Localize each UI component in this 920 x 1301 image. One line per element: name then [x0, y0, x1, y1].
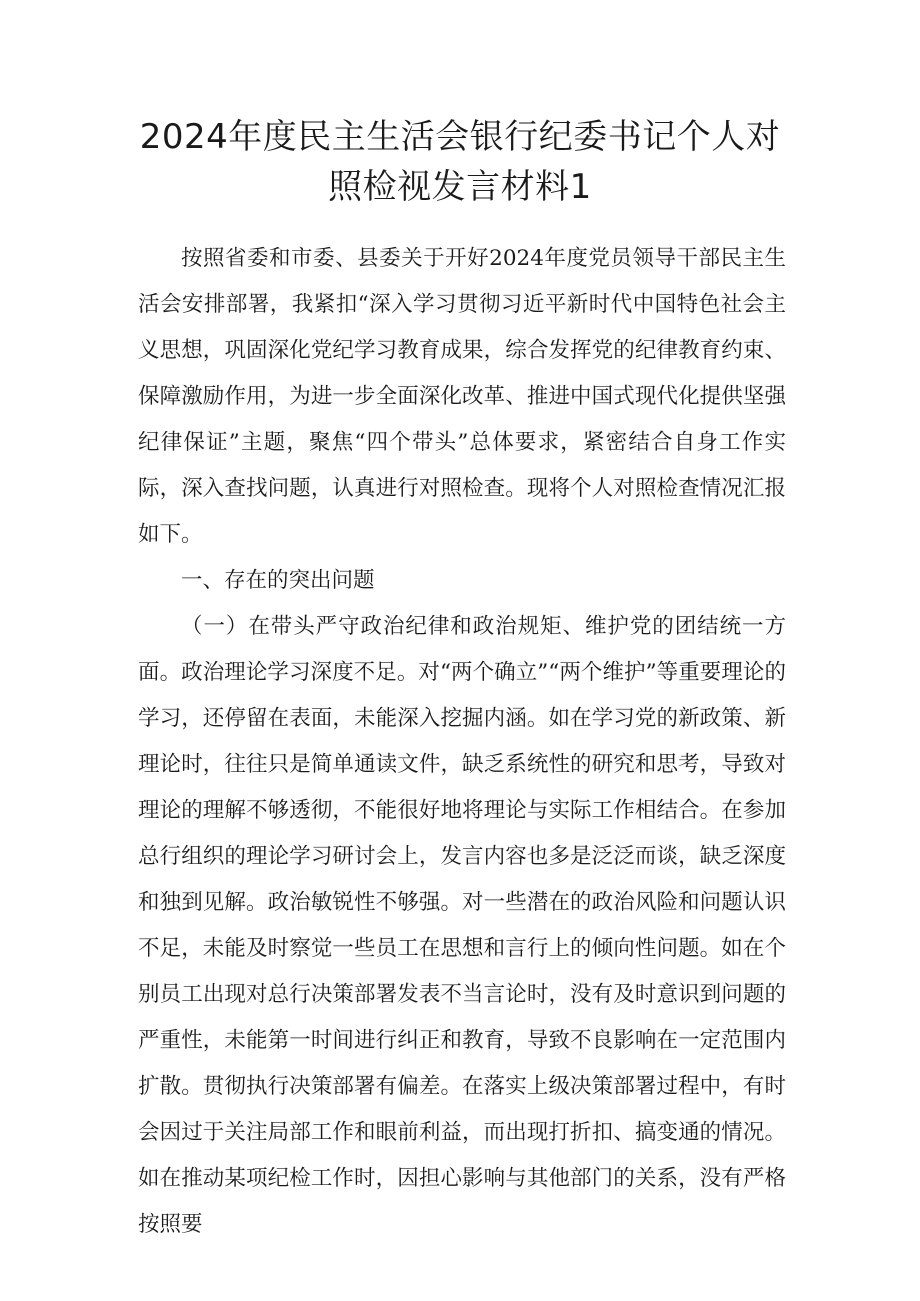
title-line-1: 2024年度民主生活会银行纪委书记个人对 — [139, 117, 781, 157]
section-1-paragraph-1: （一）在带头严守政治纪律和政治规矩、维护党的团结统一方面。政治理论学习深度不足。对“两个确立”“两个维护”等重要理论的学习，还停留在表面，未能深入挖掘内涵。如在学习党的新政策、新理论时，往往只是简单通读文件，缺乏系统性的研究和思考，导致对理论的理解不够透彻，不能很好地将理论与实际工作相结合。在参加总行组织的理论学习研讨会上，发言内容也多是泛泛而谈，缺乏深度和独到见解。政治敏锐性不够强。对一些潜在的政治风险和问题认识不足，未能及时察觉一些员工在思想和言行上的倾向性问题。如在个别员工出现对总行决策部署发表不当言论时，没有及时意识到问题的严重性，未能第一时间进行纠正和教育，导致不良影响在一定范围内扩散。贯彻执行决策部署有偏差。在落实上级决策部署过程中，有时会因过于关注局部工作和眼前利益，而出现打折扣、搞变通的情况。如在推动某项纪检工作时，因担心影响与其他部门的关系，没有严格按照要 — [138, 614, 786, 1237]
document-title — [0, 112, 920, 212]
intro-paragraph: 按照省委和市委、县委关于开好2024年度党员领导干部民主生活会安排部署，我紧扣“深入学习贯彻习近平新时代中国特色社会主义思想，巩固深化党纪学习教育成果，综合发挥党的纪律教育约束、保障激励作用，为进一步全面深化改革、推进中国式现代化提供坚强纪律保证”主题，聚焦“四个带头”总体要求，紧密结合自身工作实际，深入查找问题，认真进行对照检查。现将个人对照检查情况汇报如下。 — [138, 246, 786, 547]
document-body — [138, 236, 786, 1248]
title-line-2: 照检视发言材料1 — [328, 167, 592, 207]
section-heading-1: 一、存在的突出问题 — [181, 568, 375, 593]
